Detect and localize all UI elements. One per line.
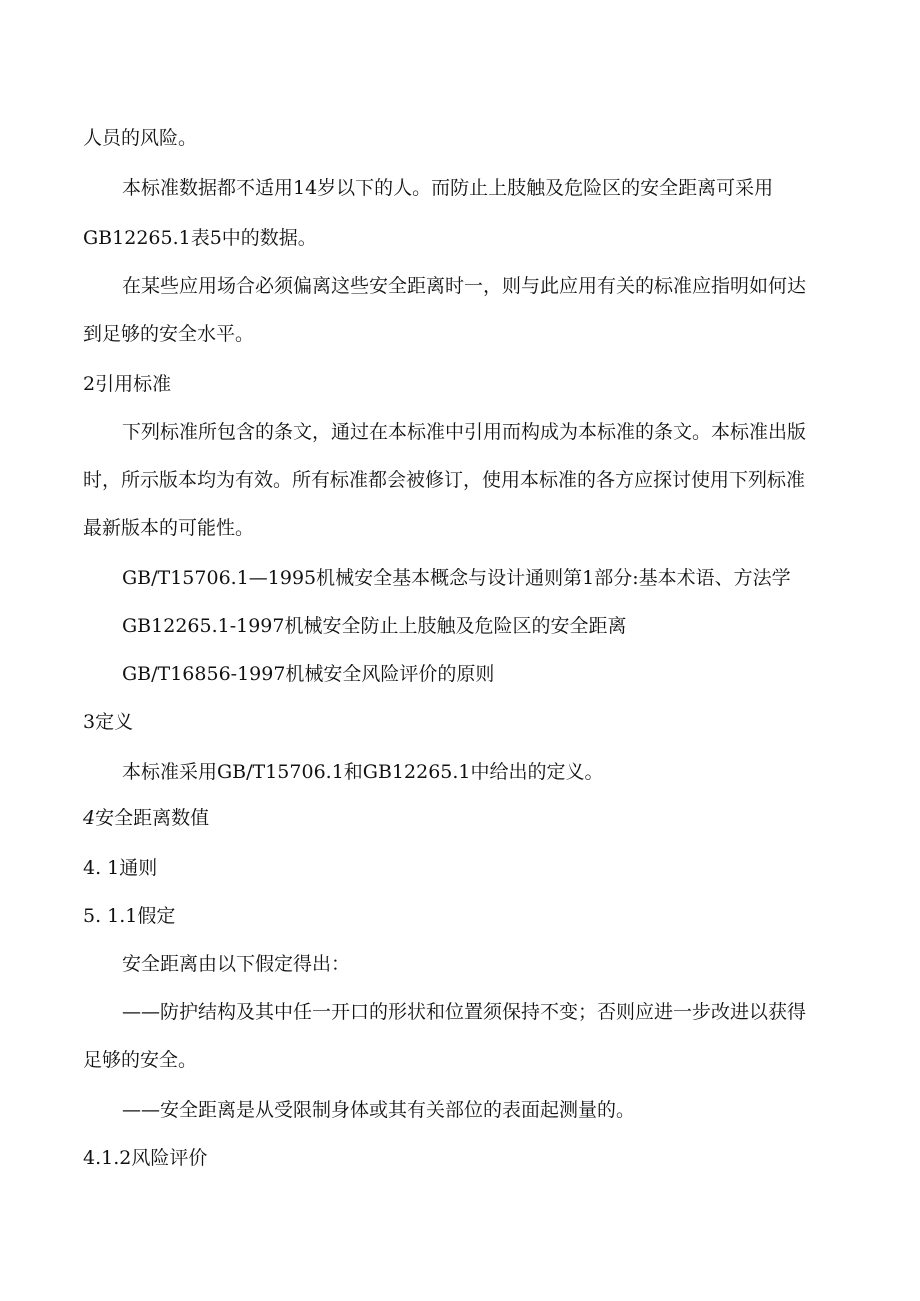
- subsection-heading: 4. 1通则: [83, 857, 158, 879]
- list-item: ——防护结构及其中任一开口的形状和位置须保持不变；否则应进一步改进以获得: [122, 1001, 807, 1023]
- reference-item: GB/T15706.1—1995机械安全基本概念与设计通则第1部分:基本术语、方法学: [122, 567, 791, 589]
- section-heading: 2引用标准: [83, 373, 172, 395]
- paragraph-line: 下列标准所包含的条文，通过在本标准中引用而构成为本标准的条文。本标准出版: [122, 421, 807, 443]
- section-number: 4: [83, 807, 96, 829]
- section-heading: 3定义: [83, 711, 134, 733]
- paragraph-line: 本标准采用GB/T15706.1和GB12265.1中给出的定义。: [122, 761, 604, 783]
- paragraph-line: 本标准数据都不适用14岁以下的人。而防止上肢触及危险区的安全距离可采用: [122, 177, 774, 199]
- subsection-heading: 5. 1.1假定: [83, 905, 176, 927]
- reference-item: GB12265.1-1997机械安全防止上肢触及危险区的安全距离: [122, 615, 627, 637]
- paragraph-line: 人员的风险。: [83, 127, 198, 149]
- reference-item: GB/T16856-1997机械安全风险评价的原则: [122, 663, 495, 685]
- list-item: ——安全距离是从受限制身体或其有关部位的表面起测量的。: [122, 1099, 636, 1121]
- list-item-continuation: 足够的安全。: [83, 1049, 198, 1071]
- paragraph-line: 安全距离由以下假定得出：: [122, 953, 351, 975]
- paragraph-line: 最新版本的可能性。: [83, 517, 255, 539]
- paragraph-line: 时，所示版本均为有效。所有标准都会被修订，使用本标准的各方应探讨使用下列标准: [83, 469, 806, 491]
- paragraph-line: 在某些应用场合必须偏离这些安全距离时一，则与此应用有关的标准应指明如何达: [122, 275, 807, 297]
- section-heading: [83, 806, 209, 830]
- section-title: 安全距离数值: [95, 807, 210, 829]
- paragraph-line: 到足够的安全水平。: [83, 323, 255, 345]
- paragraph-line: GB12265.1表5中的数据。: [83, 227, 317, 249]
- subsection-heading: 4.1.2风险评价: [83, 1147, 208, 1169]
